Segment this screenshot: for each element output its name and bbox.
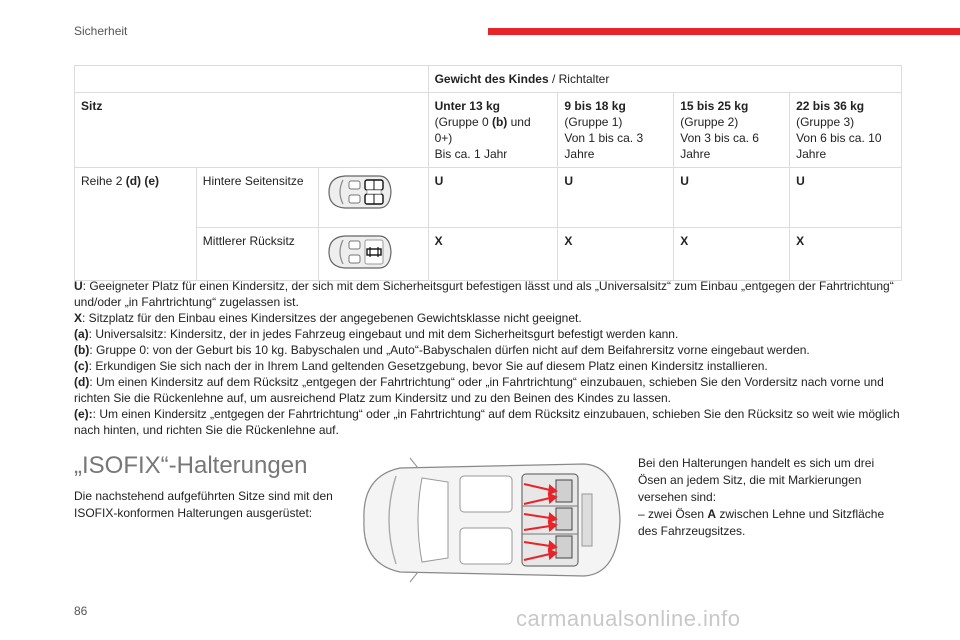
value-cell: X: [428, 228, 558, 281]
sitz-label: Sitz: [75, 93, 429, 168]
value-cell: U: [674, 168, 790, 228]
footnote: (d): Um einen Kindersitz auf dem Rücksitz „entgegen der Fahrtrichtung“ oder „in Fahrtrichtung“ einzubauen, schieben Sie den Vordersitz nach vorne und richten Sie die Rückenlehne auf, um ausreichend Platz zum Kindersitz und zu den Beinen des Kindes zu lassen.: [74, 375, 884, 405]
isofix-bullet: – zwei Ösen A zwischen Lehne und Sitzfläche des Fahrzeugsitzes.: [638, 507, 885, 538]
watermark: carmanualsonline.info: [516, 606, 741, 631]
isofix-right-text: Bei den Halterungen handelt es sich um drei Ösen an jedem Sitz, die mit Markierungen versehen sind:: [638, 456, 875, 504]
weight-header: Gewicht des Kindes / Richtalter: [428, 66, 901, 93]
child-seat-table: [74, 65, 902, 281]
page-number: 86: [74, 604, 88, 618]
value-cell: X: [674, 228, 790, 281]
group-2-cell: 15 bis 25 kg (Gruppe 2) Von 3 bis ca. 6 Jahre: [674, 93, 790, 168]
footnote: U: Geeigneter Platz für einen Kindersitz, der sich mit dem Sicherheitsgurt befestigen lässt und als „Universalsitz“ zum Einbau „entgegen der Fahrtrichtung“ und/oder „in Fahrtrichtung“ zugelassen ist.: [74, 279, 894, 309]
footnote: X: Sitzplatz für den Einbau eines Kindersitzes der angegebenen Gewichtsklasse nicht geeignet.: [74, 311, 582, 325]
isofix-intro: Die nachstehend aufgeführten Sitze sind mit den ISOFIX-konformen Halterungen ausgerüstet:: [74, 489, 333, 520]
row-label: Reihe 2 (d) (e): [75, 168, 197, 228]
section-title: Sicherheit: [74, 24, 128, 38]
table-header-row: [75, 66, 902, 93]
footnote: (a): Universalsitz: Kindersitz, der in jedes Fahrzeug eingebaut und mit dem Sicherheitsgurt befestigt werden kann.: [74, 327, 679, 341]
car-middle-seat-icon: [323, 230, 395, 274]
car-isofix-diagram-icon: [356, 454, 628, 584]
value-cell: U: [428, 168, 558, 228]
group-0-cell: Unter 13 kg (Gruppe 0 (b) und 0+) Bis ca. 1 Jahr: [428, 93, 558, 168]
table-group-row: [75, 93, 902, 168]
seat-name: Mittlerer Rücksitz: [196, 228, 318, 281]
car-side-seats-icon: [323, 170, 395, 214]
header-accent-bar: [488, 28, 960, 35]
footnote: (b): Gruppe 0: von der Geburt bis 10 kg. Babyschalen und „Auto“-Babyschalen dürfen nicht auf dem Beifahrersitz vorne eingebaut werden.: [74, 343, 810, 357]
seat-name: Hintere Seitensitze: [196, 168, 318, 228]
table-row: [75, 168, 902, 228]
group-1-cell: 9 bis 18 kg (Gruppe 1) Von 1 bis ca. 3 Jahre: [558, 93, 674, 168]
isofix-description: [638, 455, 898, 540]
footnotes: [74, 278, 902, 438]
value-cell: U: [558, 168, 674, 228]
isofix-title: „ISOFIX“-Halterungen: [74, 452, 308, 479]
value-cell: X: [558, 228, 674, 281]
value-cell: U: [790, 168, 902, 228]
footnote: (e):: Um einen Kindersitz „entgegen der Fahrtrichtung“ oder „in Fahrtrichtung“ auf dem Rücksitz einzubauen, schieben Sie den Rücksitz so weit wie möglich nach hinten, und richten Sie die Rückenlehne auf.: [74, 407, 900, 437]
footnote: (c): Erkundigen Sie sich nach der in Ihrem Land geltenden Gesetzgebung, bevor Sie auf diesem Platz einen Kindersitz installieren.: [74, 359, 768, 373]
table-row: [75, 228, 902, 281]
value-cell: X: [790, 228, 902, 281]
group-3-cell: 22 bis 36 kg (Gruppe 3) Von 6 bis ca. 10 Jahre: [790, 93, 902, 168]
